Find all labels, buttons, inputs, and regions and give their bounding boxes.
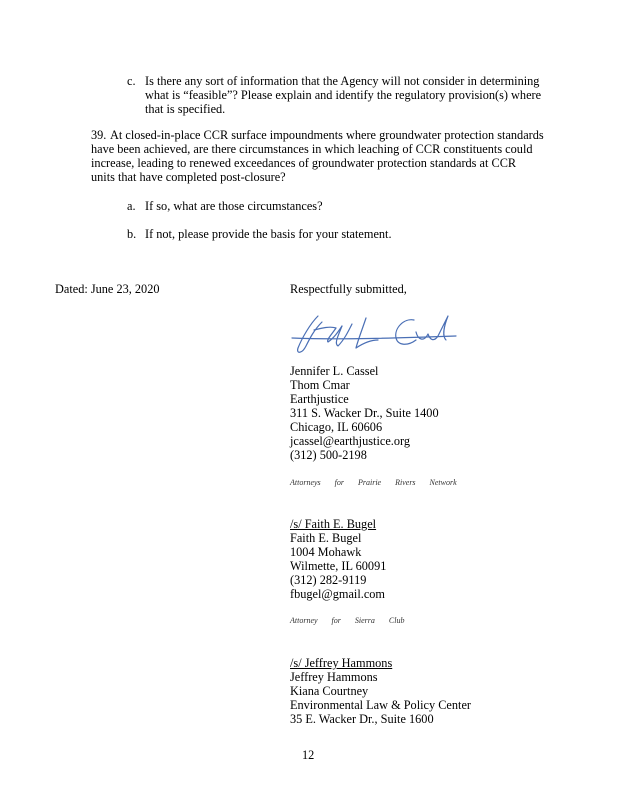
attorney-name: Faith E. Bugel [290,531,362,545]
organization-name: Earthjustice [290,392,349,406]
question-39-line: have been achieved, are there circumstances in which leaching of CCR constituents could [91,142,533,156]
signed-line-hammons: /s/ Jeffrey Hammons [290,656,393,670]
handwritten-signature-image [288,310,460,358]
question-39-line: At closed-in-place CCR surface impoundments where groundwater protection standards [110,128,544,142]
street-address: 1004 Mohawk [290,545,362,559]
question-39-text [110,128,544,142]
email-address: fbugel@gmail.com [290,587,385,601]
question-39-number: 39. [91,128,107,142]
question-c-line: what is “feasible”? Please explain and identify the regulatory provision(s) where [145,88,542,102]
signature-block-hammons [290,670,471,726]
street-address: 35 E. Wacker Dr., Suite 1600 [290,712,434,726]
attorney-name: Jennifer L. Cassel [290,364,379,378]
phone-number: (312) 500-2198 [290,448,367,462]
dated-line: Dated: June 23, 2020 [55,282,160,296]
question-39-line: units that have completed post-closure? [91,170,286,184]
question-39-continued [91,142,533,184]
closing-line: Respectfully submitted, [290,282,407,296]
item-marker-a: a. [127,199,136,213]
question-c-text [145,74,541,116]
signed-line-bugel: /s/ Faith E. Bugel [290,517,377,531]
question-39-line: increase, leading to renewed exceedances of groundwater protection standards at CCR [91,156,517,170]
question-c-line: Is there any sort of information that the Agency will not consider in determining [145,74,540,88]
question-c-line: that is specified. [145,102,226,116]
organization-name: Environmental Law & Policy Center [290,698,471,712]
street-address: 311 S. Wacker Dr., Suite 1400 [290,406,439,420]
role-line-prairie-rivers: Attorneys for Prairie Rivers Network [290,478,457,487]
city-state-zip: Chicago, IL 60606 [290,420,383,434]
item-marker-b: b. [127,227,137,241]
attorney-name: Jeffrey Hammons [290,670,378,684]
question-39a-text: If so, what are those circumstances? [145,199,323,213]
email-address: jcassel@earthjustice.org [290,434,411,448]
attorney-name: Kiana Courtney [290,684,369,698]
phone-number: (312) 282-9119 [290,573,367,587]
question-39b-text: If not, please provide the basis for your statement. [145,227,392,241]
role-line-sierra-club: Attorney for Sierra Club [290,616,405,625]
city-state-zip: Wilmette, IL 60091 [290,559,387,573]
signature-block-bugel [290,531,386,601]
item-marker-c: c. [127,74,136,88]
signature-block-earthjustice [290,364,439,462]
page-number: 12 [302,748,315,762]
attorney-name: Thom Cmar [290,378,350,392]
